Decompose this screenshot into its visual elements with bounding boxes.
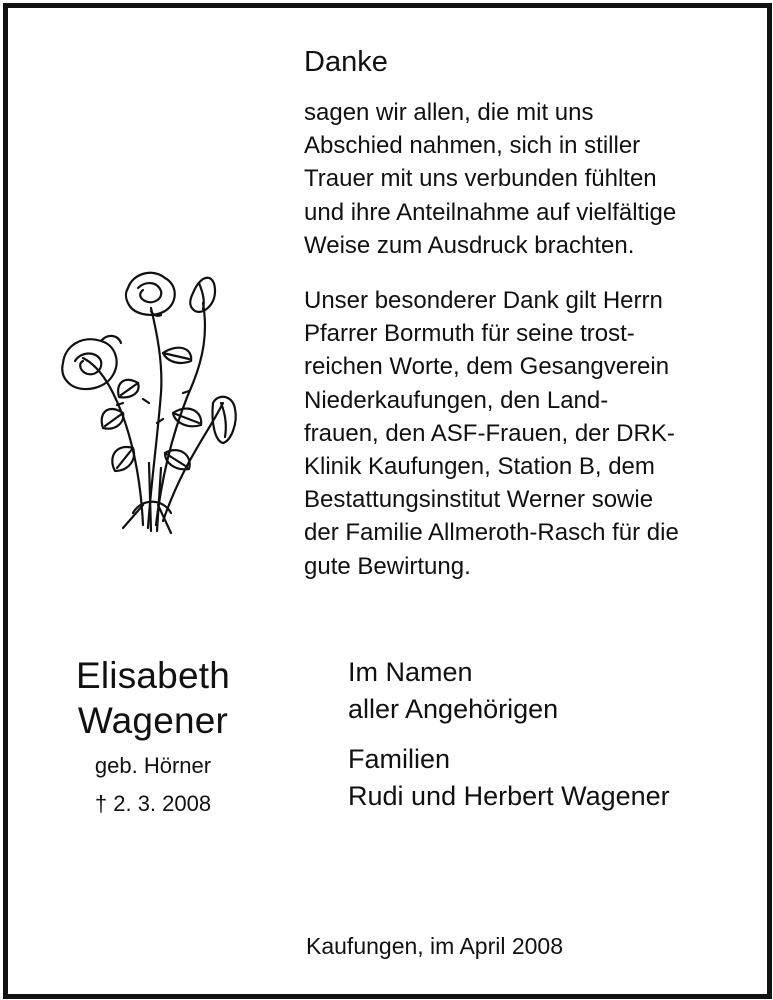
signature-line-3: Familien [348, 744, 451, 774]
footer-place-date: Kaufungen, im April 2008 [306, 933, 564, 959]
deceased-last-name: Wagener [77, 700, 229, 741]
deceased-birth-name: geb. Hörner [94, 753, 212, 778]
thanks-paragraph-2: Unser besonderer Dank gilt Herrn Pfarrer Bormuth für seine trost- reichen Worte, dem Gesangverein Niederkaufungen, den Land- frauen, den ASF-Frauen, der DRK- Klinik Kaufungen, Station B, dem Bestattungsinstitut Werner sowie der Familie Allmeroth-Rasch für die gute Bewirtung. [304, 287, 679, 580]
deceased-death-date: † 2. 3. 2008 [94, 791, 212, 816]
signature-line-4: Rudi und Herbert Wagener [348, 781, 670, 811]
deceased-block [38, 653, 268, 823]
thanks-paragraph-1: sagen wir allen, die mit uns Abschied nahmen, sich in stiller Trauer mit uns verbunden fühlten und ihre Anteilnahme auf vielfältige Weise zum Ausdruck brachten. [304, 99, 677, 259]
signature-line-2: aller Angehörigen [348, 694, 559, 724]
thanks-heading: Danke [304, 46, 388, 78]
obituary-card [3, 3, 772, 999]
deceased-first-name: Elisabeth [75, 655, 230, 696]
signature-line-1: Im Namen [348, 657, 473, 687]
rose-bouquet-icon [53, 263, 253, 543]
signature-block [348, 654, 758, 815]
